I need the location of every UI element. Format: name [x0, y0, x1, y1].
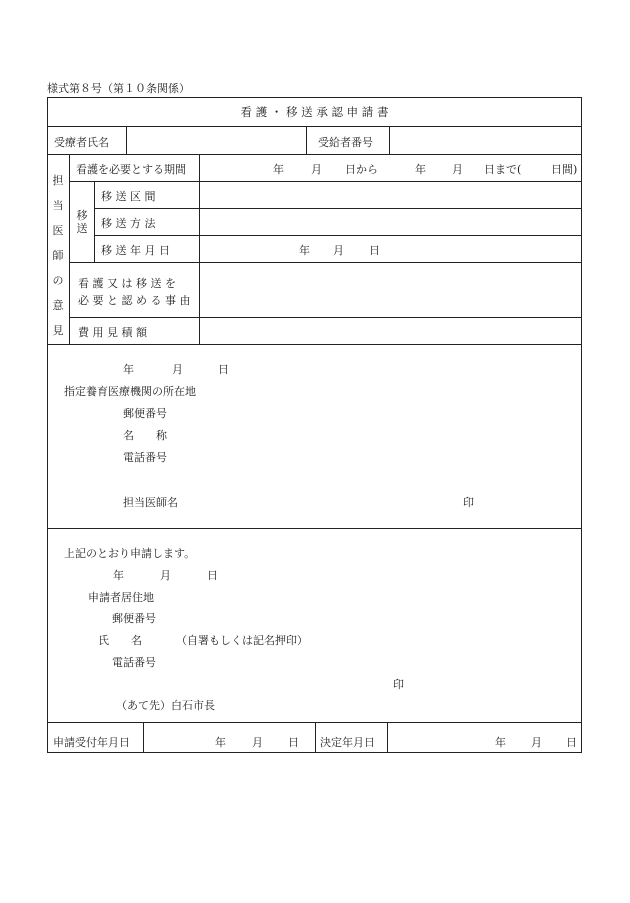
divider — [389, 126, 390, 154]
applicant-date-day: 日 — [207, 569, 218, 582]
application-statement: 上記のとおり申請します。 — [64, 547, 196, 560]
attending-doctor-label: 担当医師名 — [123, 496, 178, 509]
transport-date-label: 移 送 年 月 日 — [101, 244, 170, 257]
transport-vertical-label: 移 送 — [76, 209, 88, 235]
divider — [94, 208, 582, 209]
recipient-number-label: 受給者番号 — [318, 136, 373, 149]
transport-date-year: 年 — [299, 244, 310, 257]
period-from-year: 年 — [273, 163, 284, 176]
nursing-period-label: 看護を必要とする期間 — [76, 163, 186, 176]
divider — [94, 235, 582, 236]
reason-label-line2: 必 要 と 認 め る 事 由 — [78, 294, 191, 307]
decision-date-month: 月 — [531, 736, 542, 749]
divider — [47, 528, 582, 529]
period-days: 日間) — [551, 163, 578, 176]
addressee: （あて先）白石市長 — [116, 699, 215, 712]
institution-date-day: 日 — [218, 363, 229, 376]
decision-date-day: 日 — [566, 736, 577, 749]
divider — [47, 154, 582, 155]
institution-address-label: 指定養育医療機関の所在地 — [64, 385, 196, 398]
divider — [94, 181, 95, 262]
institution-postal-label: 郵便番号 — [123, 407, 167, 420]
form-title: 看 護 ・ 移 送 承 認 申 請 書 — [240, 105, 389, 119]
applicant-postal-label: 郵便番号 — [112, 612, 156, 625]
applicant-name-label: 氏 名 — [98, 634, 142, 647]
applicant-phone-label: 電話番号 — [112, 656, 156, 669]
divider — [69, 262, 582, 263]
transport-date-day: 日 — [369, 244, 380, 257]
signature-note: （自署もしくは記名押印） — [176, 634, 308, 647]
institution-date-month: 月 — [172, 363, 183, 376]
doctor-seal-mark: 印 — [463, 496, 474, 509]
institution-name-label: 名 称 — [123, 429, 167, 442]
divider — [126, 126, 127, 154]
applicant-address-label: 申請者居住地 — [88, 591, 154, 604]
doctor-opinion-vertical-label: 担 当 医 師 の 意 見 — [52, 174, 64, 337]
divider — [69, 317, 582, 318]
divider — [143, 722, 144, 753]
institution-date-year: 年 — [123, 363, 134, 376]
applicant-date-year: 年 — [113, 569, 124, 582]
divider — [47, 126, 582, 127]
divider — [69, 154, 70, 344]
transport-date-month: 月 — [333, 244, 344, 257]
divider — [315, 722, 316, 753]
divider — [69, 181, 582, 182]
form-caption: 様式第８号（第１０条関係） — [47, 82, 190, 95]
period-from-day: 日から — [345, 163, 378, 176]
cost-estimate-label: 費 用 見 積 額 — [78, 326, 147, 339]
divider — [199, 154, 200, 344]
divider — [387, 722, 388, 753]
applicant-seal-mark: 印 — [393, 678, 404, 691]
divider — [306, 126, 307, 154]
received-date-label: 申請受付年月日 — [53, 736, 130, 749]
period-to-day: 日まで( — [484, 163, 522, 176]
received-date-year: 年 — [215, 736, 226, 749]
transport-section-label: 移 送 区 間 — [101, 190, 156, 203]
patient-name-label: 受療者氏名 — [54, 136, 109, 149]
decision-date-year: 年 — [495, 736, 506, 749]
applicant-date-month: 月 — [160, 569, 171, 582]
transport-method-label: 移 送 方 法 — [101, 217, 156, 230]
period-to-month: 月 — [452, 163, 463, 176]
period-to-year: 年 — [415, 163, 426, 176]
reason-label-line1: 看 護 又 は 移 送 を — [78, 277, 176, 290]
received-date-day: 日 — [288, 736, 299, 749]
received-date-month: 月 — [252, 736, 263, 749]
period-from-month: 月 — [311, 163, 322, 176]
divider — [47, 344, 582, 345]
decision-date-label: 決定年月日 — [320, 736, 375, 749]
institution-phone-label: 電話番号 — [123, 451, 167, 464]
